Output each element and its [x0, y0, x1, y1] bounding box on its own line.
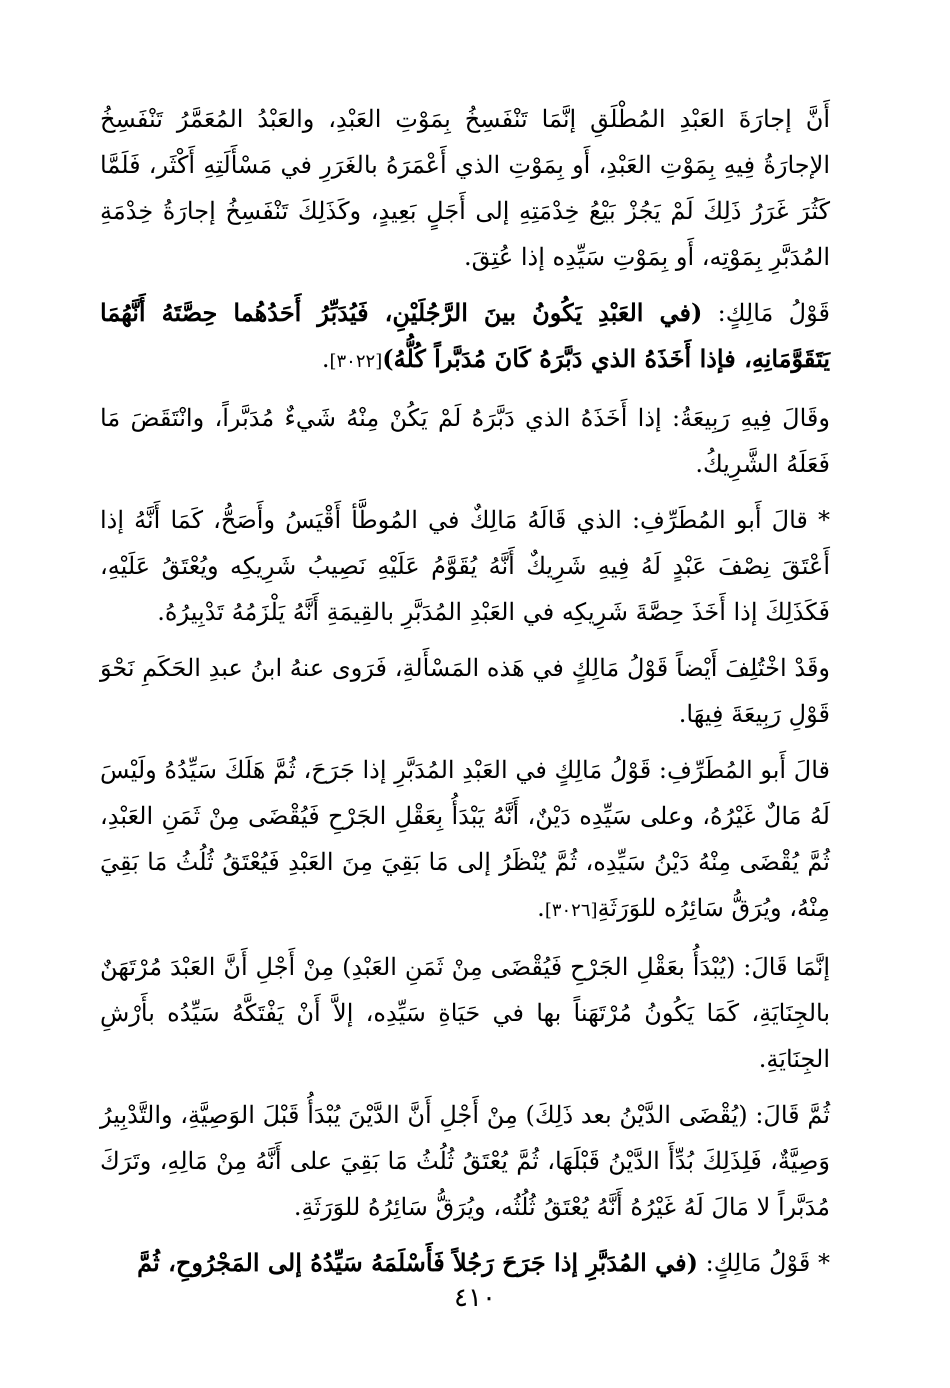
paragraph-3: [100, 395, 830, 487]
paragraph-8: [100, 1092, 830, 1230]
paragraph-2: [100, 290, 830, 385]
paragraph-6-ref: [٣٠٢٦]: [544, 900, 598, 921]
paragraph-9-lead: * قَوْلُ مَالِكٍ:: [698, 1249, 830, 1277]
paragraph-8-text: ثُمَّ قَالَ: (يُقْضَى الدَّيْنُ بعد ذَلِكَ) مِنْ أَجْلِ أَنَّ الدَّيْنَ يُبْدَأُ قَبْلَ الوَصِيَّةِ، والتَّدْبِيرُ وَصِيَّةٌ، فَلِذَلِكَ بُدِّأَ الدَّيْنُ قَبْلَهَا، ثُمَّ يُعْتَقُ ثُلُثُ مَا بَقِيَ على أَنَّهُ مِنْ مَالِهِ، وتَرَكَ مُدَبَّراً لا مَالَ لَهُ غَيْرُهُ أَنَّهُ يُعْتَقُ ثُلُثُه، ويُرَقُّ سَائِرُهُ للوَرَثَةِ.: [100, 1101, 830, 1221]
paragraph-2-quote: (في العَبْدِ يَكُونُ بينَ الرَّجُلَيْنِ، فَيُدَبِّرُ أَحَدُهُما حِصَّتَهُ أَنَّهُمَا يَتَقَوَّمَانِهِ، فإذا أَخَذَهُ الذي دَبَّرَهُ كَانَ مُدَبَّراً كُلُّهُ): [100, 298, 830, 373]
paragraph-4-text: * قالَ أَبو المُطَرِّفِ: الذي قَالَهُ مَالِكٌ في المُوطَّأ أَقْيَسُ وأَصَحُّ، كَمَا أَنَّهُ إذا أَعْتَقَ نِصْفَ عَبْدٍ لَهُ فِيهِ شَرِيكٌ أَنَّهُ يُقَوَّمُ عَلَيْهِ نَصِيبُ شَرِيكِه ويُعْتَقُ عَلَيْهِ، فَكَذَلِكَ إذا أَخَذَ حِصَّةَ شَرِيكِه في العَبْدِ المُدَبَّرِ بالقِيمَةِ أَنَّهُ يَلْزَمُهُ تَدْبِيرُهُ.: [100, 506, 831, 626]
paragraph-7: [100, 944, 830, 1082]
paragraph-2-tail: .: [321, 345, 330, 373]
paragraph-9: [100, 1240, 830, 1286]
paragraph-1: [100, 96, 830, 280]
paragraph-6-text: قالَ أَبو المُطَرِّفِ: قَوْلُ مَالِكٍ في العَبْدِ المُدَبَّرِ إذا جَرَحَ، ثُمَّ هَلَكَ سَيِّدُهُ ولَيْسَ لَهُ مَالٌ غَيْرُهُ، وعلى سَيِّدِه دَيْنٌ، أَنَّهُ يَبْدَأُ بِعَقْلِ الجَرْحِ فَيُقْضَى مِنْ ثَمَنِ العَبْدِ، ثُمَّ يُقْضَى مِنْهُ دَيْنُ سَيِّدِه، ثُمَّ يُنْظَرُ إلى مَا بَقِيَ مِنَ العَبْدِ فَيُعْتَقُ ثُلُثُ مَا بَقِيَ مِنْهُ، ويُرَقُّ سَائِرُه للوَرَثَةِ: [100, 756, 830, 922]
paragraph-9-quote: (في المُدَبَّرِ إذا جَرَحَ رَجُلاً فَأَسْلَمَهُ سَيِّدُهُ إلى المَجْرُوحِ، ثُمَّ: [137, 1248, 698, 1277]
paragraph-2-ref: [٣٠٢٢]: [329, 351, 383, 372]
paragraph-5-text: وقَدْ اخْتُلِفَ أَيْضاً قَوْلُ مَالِكٍ في هَذه المَسْأَلةِ، فَرَوى عنهُ ابنُ عبدِ الحَكَمِ نَحْوَ قَوْلِ رَبِيعَةَ فِيهَا.: [100, 654, 831, 728]
paragraph-6-tail: .: [537, 894, 545, 922]
paragraph-6: [100, 747, 830, 934]
paragraph-7-text: إنَّمَا قَالَ: (يُبْدَأُ بعَقْلِ الجَرْحِ فَيُقْضَى مِنْ ثَمَنِ العَبْدِ) مِنْ أَجْلِ أَنَّ العَبْدَ مُرْتَهَنٌ بالجِنَايَةِ، كَمَا يَكُونُ مُرْتَهَناً بها في حَيَاةِ سَيِّدِه، إلاَّ أَنْ يَفْتَكَّهُ سَيِّدُه بأَرْشِ الجِنَايَةِ.: [100, 953, 830, 1073]
paragraph-3-text: وقَالَ فِيهِ رَبِيعَةُ: إذا أَخَذَهُ الذي دَبَّرَهُ لَمْ يَكُنْ مِنْهُ شَيءٌ مُدَبَّراً، وانْتَقَضَ مَا فَعَلَهُ الشَّرِيكُ.: [100, 404, 830, 478]
page-number: ٤١٠: [454, 1283, 496, 1313]
paragraph-1-text: أَنَّ إجارَةَ العَبْدِ المُطْلَقِ إنَّمَا تَنْفَسِخُ بِمَوْتِ العَبْدِ، والعَبْدُ المُعَمَّرُ تَنْفَسِخُ الإجارَةُ فِيهِ بِمَوْتِ العَبْدِ، أَو بِمَوْتِ الذي أَعْمَرَهُ بالغَرَرِ في مَسْأَلَتِهِ أَكْثَر، فَلَمَّا كَثُرَ غَرَرُ ذَلِكَ لَمْ يَجُزْ بَيْعُ خِدْمَتِهِ إلى أَجَلٍ بَعِيدٍ، وكَذَلِكَ تَنْفَسِخُ إجارَةُ خِدْمَةِ المُدَبَّرِ بِمَوْتِه، أَو بِمَوْتِ سَيِّدِه إذا عُتِقَ.: [100, 105, 831, 271]
paragraph-5: [100, 645, 830, 737]
paragraph-4: [100, 497, 830, 635]
paragraph-2-lead: قَوْلُ مَالِكٍ:: [702, 299, 830, 327]
main-text: [100, 96, 830, 1296]
